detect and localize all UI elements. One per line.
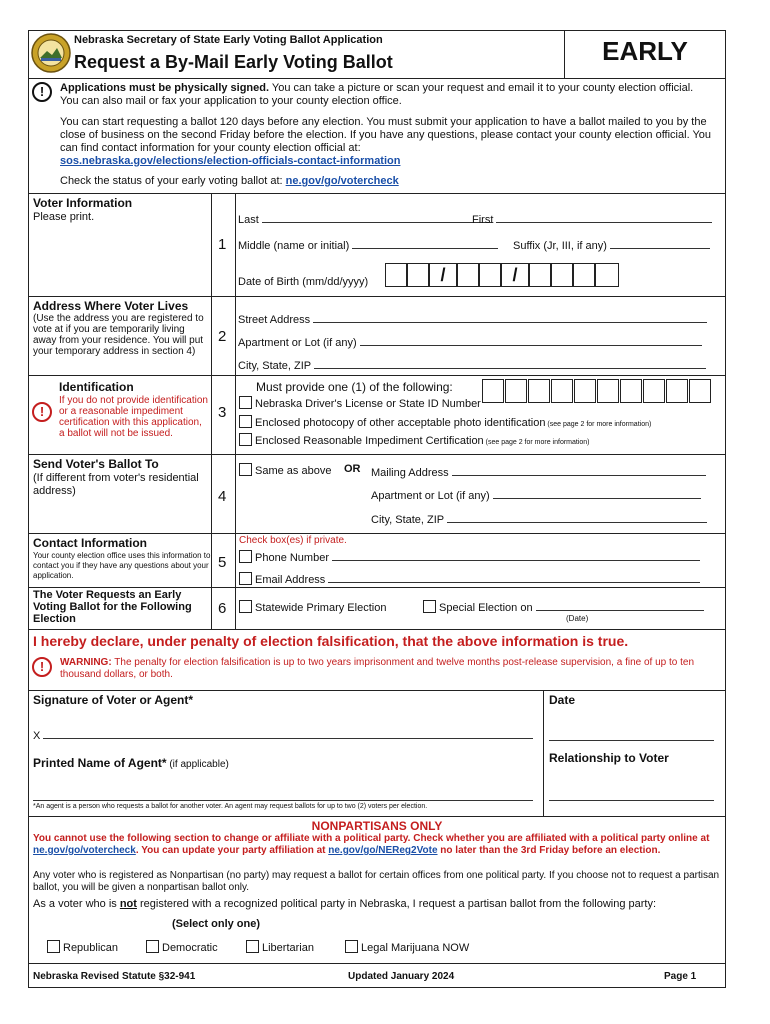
warning-icon: ! [32,402,52,422]
rule [28,533,726,534]
relationship-field[interactable] [549,788,714,806]
section-number: 1 [218,236,227,253]
dob-input[interactable] [385,263,631,287]
warning-text: WARNING: The penalty for election falsification is up to two years imprisonment and twelve months post-release supervision, a fine of up to ten thousand dollars, or both. [60,657,695,680]
agent-footnote: *An agent is a person who requests a ballot for another voter. An agent may request ballots for up to two (2) voters per election. [33,803,428,810]
send-ballot-help: (If different from voter's residential address) [33,472,199,497]
election-title: The Voter Requests an Early Voting Ballot for the Following Election [33,589,192,625]
dob-label: Date of Birth (mm/dd/yyyy) [238,276,369,288]
agency-name: Nebraska Secretary of State Early Voting Ballot Application [74,34,383,46]
checkbox[interactable] [423,600,436,613]
section-number: 4 [218,488,227,505]
statewide-primary-option[interactable]: Statewide Primary Election [239,600,386,614]
photo-id-option[interactable]: Enclosed photocopy of other acceptable photo identification (see page 2 for more information) [239,415,651,429]
contact-title: Contact Information [33,536,147,550]
party-request: As a voter who is not registered with a recognized political party in Nebraska, I request a partisan ballot from the following party: [33,898,657,910]
sig-divider [543,690,544,816]
statute-reference: Nebraska Revised Statute §32-941 [33,971,196,982]
deadline-paragraph: You can start requesting a ballot 120 days before any election. You must submit your application to have a ballot mailed to you by the close of business on the second Friday before the election. If you have any questions, please contact your county election official. You can find contact information for your county election official at: sos.nebraska.gov/elections/election-officials-contact-information [60,116,712,167]
checkbox[interactable] [146,940,159,953]
section-number: 5 [218,554,227,571]
checkbox[interactable] [239,572,252,585]
section-number: 6 [218,600,227,617]
signature-field[interactable]: X [33,728,533,742]
phone-field[interactable]: Phone Number [239,550,700,564]
party-democratic[interactable]: Democratic [146,940,218,954]
nereg2vote-link[interactable]: ne.gov/go/NEReg2Vote [328,845,438,856]
nonpartisan-info: Any voter who is registered as Nonpartisan (no party) may request a ballot for certain offices from one political party. If you choose not to request a partisan ballot, you will be given a nonpartisan ballot only. [33,870,720,893]
declaration-statement: I hereby declare, under penalty of election falsification, that the above information is true. [33,633,629,649]
address-title: Address Where Voter Lives [33,299,189,313]
send-ballot-title: Send Voter's Ballot To [33,457,159,471]
printed-name-label: Printed Name of Agent* (if applicable) [33,756,229,770]
relationship-label: Relationship to Voter [549,751,669,765]
col-divider [211,193,212,629]
rule [28,587,726,588]
dob-slash: / [501,263,529,287]
state-seal-icon [31,33,71,73]
dob-slash: / [429,263,457,287]
votercheck-link[interactable]: ne.gov/go/votercheck [33,845,136,856]
special-election-option[interactable]: Special Election on [423,600,704,614]
nonpartisan-warning: You cannot use the following section to change or affiliate with a political party. Check whether you are affiliated with a political party online at ne.gov/go/votercheck. You can update your party affiliation at ne.gov/go/NEReg2Vote no later than the 3rd Friday before an election. [33,833,710,856]
date-field[interactable] [549,728,714,746]
checkbox[interactable] [239,463,252,476]
updated-date: Updated January 2024 [348,971,455,982]
contact-help: Your county election office uses this information to contact you if they have any questions about your application. [33,551,211,580]
same-as-above-option[interactable]: Same as above [239,463,331,477]
page-title: Request a By-Mail Early Voting Ballot [74,52,393,72]
nonpartisans-title: NONPARTISANS ONLY [311,819,443,833]
select-only-one: (Select only one) [172,918,261,930]
mailing-city-field[interactable]: City, State, ZIP [371,512,707,526]
apartment-field[interactable]: Apartment or Lot (if any) [238,335,702,349]
votercheck-link[interactable]: ne.gov/go/votercheck [285,175,399,187]
checkbox[interactable] [47,940,60,953]
party-libertarian[interactable]: Libertarian [246,940,314,954]
checkbox[interactable] [239,433,252,446]
license-number-input[interactable] [482,379,712,403]
identification-title: Identification [59,380,134,394]
rule [28,454,726,455]
suffix-field[interactable]: Suffix (Jr, III, if any) [513,238,710,252]
footer-rule [28,963,726,964]
checkbox[interactable] [239,550,252,563]
address-help: (Use the address you are registered to vote at if you are temporarily living away from your residence. You will put your temporary address in section 4) [33,313,204,357]
date-label: Date [549,693,576,707]
signature-label: Signature of Voter or Agent* [33,693,194,707]
checkbox[interactable] [239,396,252,409]
section-number: 3 [218,404,227,421]
middle-name-field[interactable]: Middle (name or initial) [238,238,498,252]
warning-icon: ! [32,657,52,677]
voter-info-title: Voter Information [33,196,133,210]
street-address-field[interactable]: Street Address [238,312,707,326]
early-badge: EARLY [602,36,688,66]
signature-notice: Applications must be physically signed. You can take a picture or scan your request and email it to your county election official. You can also mail or fax your application to your county election office. [60,82,694,107]
rule [28,296,726,297]
private-note: Check box(es) if private. [239,535,347,546]
checkbox[interactable] [239,415,252,428]
city-state-zip-field[interactable]: City, State, ZIP [238,358,706,372]
please-print: Please print. [33,211,95,223]
rule [28,193,726,194]
rule [28,690,726,691]
alert-icon: ! [32,82,52,102]
rule [28,375,726,376]
first-name-field[interactable]: First [472,212,712,226]
section-number: 2 [218,328,227,345]
check-status: Check the status of your early voting ballot at: ne.gov/go/votercheck [60,175,399,187]
must-provide: Must provide one (1) of the following: [256,380,453,394]
checkbox[interactable] [246,940,259,953]
rule [28,629,726,630]
col-divider [235,193,236,629]
checkbox[interactable] [345,940,358,953]
header-rule [28,78,726,79]
impediment-option[interactable]: Enclosed Reasonable Impediment Certification (see page 2 for more information) [239,433,590,447]
or-label: OR [344,463,361,475]
drivers-license-option[interactable]: Nebraska Driver's License or State ID Number [239,396,481,410]
rule [28,816,726,817]
checkbox[interactable] [239,600,252,613]
date-caption: (Date) [566,614,589,623]
last-name-field[interactable]: Last [238,212,492,226]
contact-link[interactable]: sos.nebraska.gov/elections/election-officials-contact-information [60,155,401,167]
email-field[interactable]: Email Address [239,572,700,586]
party-republican[interactable]: Republican [47,940,118,954]
page-number: Page 1 [664,971,697,982]
identification-help: If you do not provide identification or a reasonable impediment certification with this application, a ballot will not be issued. [59,395,208,439]
mailing-apartment-field[interactable]: Apartment or Lot (if any) [371,488,701,502]
party-legal-marijuana-now[interactable]: Legal Marijuana NOW [345,940,469,954]
mailing-address-field[interactable]: Mailing Address [371,465,706,479]
